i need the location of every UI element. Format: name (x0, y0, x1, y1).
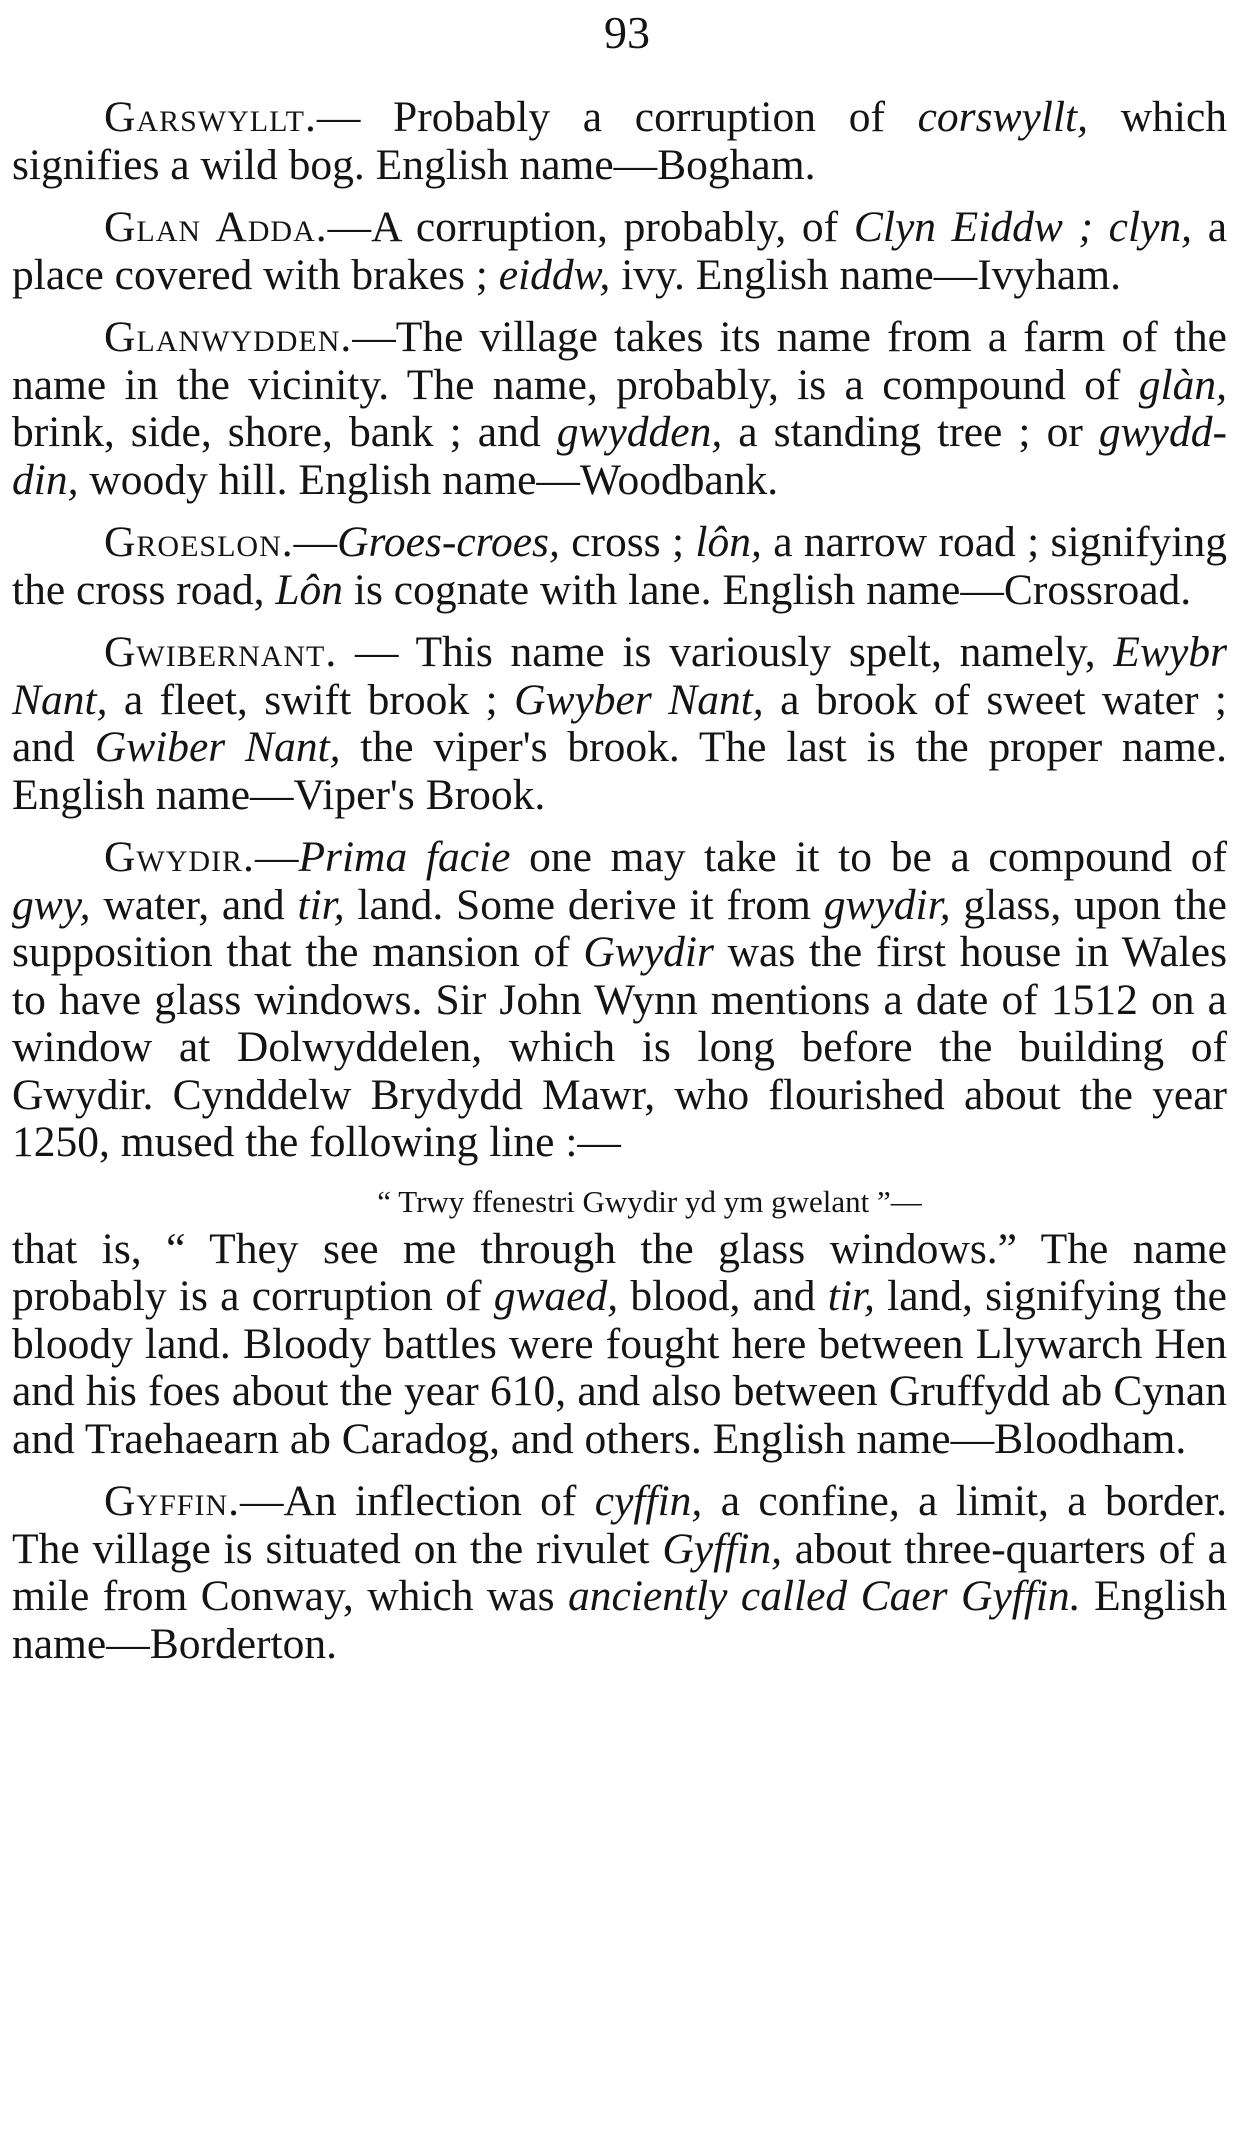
entry-text: cross ; (559, 518, 696, 566)
entry-text: woody hill. English name—Woodbank. (78, 455, 779, 504)
entry-text: that is, “ They see me through the glass windows.” The name probably is a corruption of (12, 1224, 1227, 1320)
page-body (12, 94, 1227, 1683)
entry-text: was the first house in Wales to have glass windows. Sir John Wynn mentions a date of 1512 on a window at Dolwyddelen, which is long before the building of Gwydir. Cynddelw Brydydd Mawr, who flourished about the year 1250, mused the following line :— (12, 928, 1227, 1166)
page-number: 93 (604, 7, 650, 58)
italic-term: corswyllt, (917, 93, 1088, 141)
entry-text: English name—Borderton. (12, 1572, 1228, 1668)
entry-headword: Groeslon. (104, 518, 294, 566)
italic-term: gwaed, (493, 1272, 619, 1320)
entry-text: is cognate with lane. English name—Crossroad. (343, 565, 1192, 614)
entry-text: blood, and (618, 1272, 828, 1320)
entry-headword: Glanwydden. (104, 313, 353, 361)
entry-text: about three-quarters of a mile from Conway, which was (12, 1524, 1227, 1620)
entry-gwydir (12, 834, 1227, 1167)
quotation: “ Trwy ffenestri Gwydir yd ym gwelant ”— (377, 1183, 922, 1219)
entry-headword: Glan Adda. (104, 203, 328, 251)
entry-text: a standing tree ; or (722, 408, 1099, 456)
italic-term: cyffin, (594, 1477, 703, 1525)
entry-headword: Garswyllt. (104, 93, 317, 141)
entry-headword: Gyffin. (104, 1477, 240, 1525)
italic-term: Gyffin, (662, 1524, 782, 1573)
italic-term: gwy, (12, 880, 91, 929)
entry-text: the viper's brook. The last is the proper name. English name—Viper's Brook. (12, 723, 1227, 819)
italic-term: glàn, (1138, 360, 1227, 409)
entry-headword: Gwibernant. (104, 628, 338, 676)
entry-text: brink, side, shore, bank ; and (12, 408, 557, 456)
entry-text: a confine, a limit, a border. The village is situated on the rivulet (12, 1477, 1228, 1573)
entry-headword: Gwydir. (104, 833, 255, 881)
entry-text: —A corruption, probably, of (327, 203, 854, 251)
italic-term: tir, (297, 880, 345, 929)
italic-term: Lôn (275, 565, 344, 614)
entry-text: a place covered with brakes ; (12, 203, 1227, 299)
entry-text: a narrow road ; signifying the cross road, (12, 518, 1227, 614)
italic-term: Ewybr Nant, (12, 628, 1227, 724)
italic-term: Gwiber Nant, (94, 723, 341, 771)
entry-glan-adda (12, 204, 1227, 299)
italic-term: Clyn Eiddw ; clyn, (853, 203, 1193, 251)
entry-groeslon (12, 519, 1227, 614)
italic-term: Prima facie (298, 833, 511, 881)
italic-term: Gwydir (583, 928, 714, 976)
entry-text: land, signifying the bloody land. Bloody battles were fought here between Llywarch Hen and his foes about the year 610, and also between Gruffydd ab Cynan and Traehaearn ab Caradog, and others. English name—Bloodham. (12, 1272, 1227, 1463)
entry-text: water, and (90, 880, 298, 929)
entry-text: — (293, 518, 338, 566)
entry-text: land. Some derive it from (344, 880, 824, 929)
entry-text: — This name is variously spelt, namely, (337, 628, 1114, 676)
entry-text: a brook of sweet water ; and (12, 675, 1227, 771)
entry-gwibernant (12, 629, 1227, 819)
entry-text: — Probably a corruption of (316, 93, 918, 141)
entry-garswyllt (12, 94, 1227, 189)
entry-text: — (254, 833, 299, 881)
italic-term: Groes-croes, (337, 518, 560, 566)
entry-glanwydden (12, 314, 1227, 504)
entry-text: ivy. English name—Ivyham. (610, 250, 1121, 299)
italic-term: eiddw, (498, 250, 611, 299)
italic-term: tir, (827, 1272, 875, 1320)
entry-text: —An inflection of (239, 1477, 595, 1525)
entry-text: a fleet, swift brook ; (107, 675, 515, 724)
entry-text: one may take it to be a compound of (510, 833, 1227, 881)
entry-text: which signifies a wild bog. English name—Bogham. (12, 93, 1227, 189)
entry-gyffin (12, 1478, 1227, 1668)
entry-text: glass, upon the supposition that the mansion of (12, 880, 1227, 976)
italic-term: lôn, (695, 518, 762, 566)
italic-term: anciently called Caer Gyffin. (568, 1572, 1081, 1620)
entry-gwydir-continued (12, 1226, 1227, 1464)
italic-term: gwydden, (556, 408, 723, 456)
italic-term: Gwyber Nant, (514, 675, 764, 724)
italic-term: gwydd-din, (12, 408, 1227, 504)
italic-term: gwydir, (823, 880, 951, 929)
entry-text: —The village takes its name from a farm of the name in the vicinity. The name, probably, is a compound of (12, 313, 1227, 409)
